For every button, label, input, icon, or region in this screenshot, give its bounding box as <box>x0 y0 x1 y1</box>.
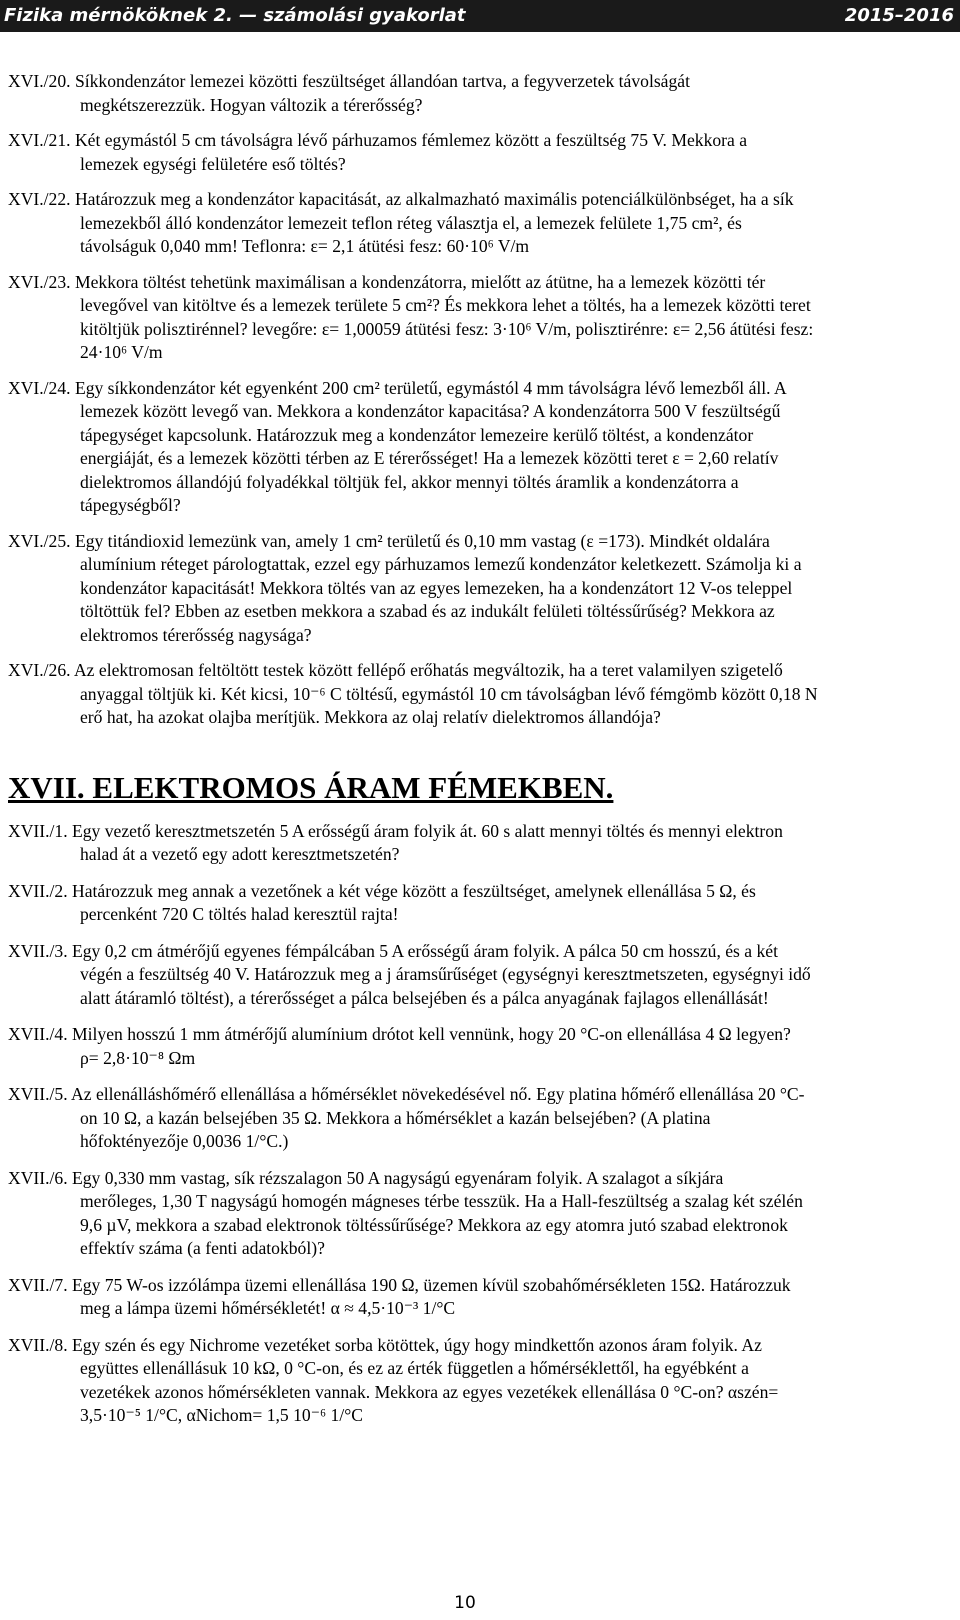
header-year: 2015–2016 <box>844 5 954 26</box>
problem-item <box>8 659 958 730</box>
problem-line: alatt átáramló töltést), a térerősséget a pálca belsejében és a pálca anyagának fajlagos ellenállását! <box>80 987 769 1008</box>
problem-line: halad át a vezető egy adott keresztmetszetén? <box>80 844 400 864</box>
problem-item <box>8 1083 958 1154</box>
problem-line: energiáját, és a lemezek közötti térben az E térerősséget! Ha a lemezek közötti teret ε = 2,60 relatív <box>80 448 779 468</box>
problem-line: anyaggal töltjük ki. Két kicsi, 10⁻⁶ C töltésű, egymástól 10 cm távolságban lévő fémgömb között 0,18 N <box>80 683 818 704</box>
problem-item <box>8 377 958 518</box>
problem-item <box>8 1023 958 1070</box>
problem-line: XVI./26. Az elektromosan feltöltött testek között fellépő erőhatás megváltozik, ha a teret valamilyen szigetelő <box>8 660 783 680</box>
header-title: Fizika mérnököknek 2. — számolási gyakorlat <box>4 5 466 26</box>
problem-line: XVI./21. Két egymástól 5 cm távolságra lévő párhuzamos fémlemez között a feszültség 75 V. Mekkora a <box>8 130 748 150</box>
problem-line: XVII./4. Milyen hosszú 1 mm átmérőjű alumínium drótot kell vennünk, hogy 20 °C-on ellenállása 4 Ω legyen? <box>8 1024 791 1044</box>
problem-item <box>8 70 958 117</box>
problem-line: XVII./8. Egy szén és egy Nichrome vezetéket sorba kötöttek, úgy hogy mindkettőn azonos áram folyik. Az <box>8 1334 762 1355</box>
problem-item <box>8 1274 958 1321</box>
problem-item <box>8 188 958 259</box>
problem-line: effektív száma (a fenti adatokból)? <box>80 1238 325 1258</box>
problem-line: XVII./5. Az ellenálláshőmérő ellenállása a hőmérséklet növekedésével nő. Egy platina hőmérő ellenállása 20 °C- <box>8 1084 805 1104</box>
problem-line: XVI./23. Mekkora töltést tehetünk maximálisan a kondenzátorra, mielőtt az átütne, ha a lemezek közötti tér <box>8 271 766 292</box>
page-number: 10 <box>454 1593 476 1613</box>
problem-item <box>8 129 958 176</box>
section-title: XVII. ELEKTROMOS ÁRAM FÉMEKBEN. <box>8 769 614 805</box>
problem-line: lemezekből álló kondenzátor lemezeit teflon réteg választja el, a lemezek felülete 1,75 cm², és <box>80 212 742 233</box>
problem-item <box>8 530 958 648</box>
problem-line: XVII./7. Egy 75 W-os izzólámpa üzemi ellenállása 190 Ω, üzemen kívül szobahőmérsékleten 15Ω. Határozzuk <box>8 1274 791 1295</box>
problem-list-xvi <box>8 70 958 730</box>
problem-line: kitöltjük polisztirénnel? levegőre: ε= 1,00059 átütési fesz: 3·10⁶ V/m, polisztirénre: ε= 2,56 átütési fesz: <box>80 318 814 339</box>
problem-line: tápegységből? <box>80 495 181 515</box>
problem-item <box>8 880 958 927</box>
problem-line: együttes ellenállásuk 10 kΩ, 0 °C-on, és ez az érték független a hőmérséklettől, ha egyébként a <box>80 1358 749 1378</box>
problem-item <box>8 1167 958 1261</box>
problem-list-xvii <box>8 820 958 1428</box>
problem-line: végén a feszültség 40 V. Határozzuk meg a j áramsűrűséget (egységnyi keresztmetszeten, egységnyi idő <box>80 964 811 984</box>
problem-line: hőfoktényezője 0,0036 1/°C.) <box>80 1131 289 1151</box>
problem-line: 3,5·10⁻⁵ 1/°C, αNichom= 1,5 10⁻⁶ 1/°C <box>80 1405 363 1425</box>
problem-item <box>8 1334 958 1428</box>
problem-line: távolságuk 0,040 mm! Teflonra: ε= 2,1 átütési fesz: 60·10⁶ V/m <box>80 236 530 256</box>
problem-line: 24·10⁶ V/m <box>80 342 163 362</box>
problem-line: XVII./1. Egy vezető keresztmetszetén 5 A erősségű áram folyik át. 60 s alatt mennyi töltés és mennyi elektron <box>8 820 783 841</box>
problem-line: kondenzátor kapacitását! Mekkora töltés van az egyes lemezeken, ha a kondenzátort 12 V-os teleppel <box>80 577 793 598</box>
problem-line: XVI./22. Határozzuk meg a kondenzátor kapacitását, az alkalmazható maximális potenciálkülönbséget, ha a sík <box>8 189 794 209</box>
page-content <box>8 70 958 1428</box>
problem-line: elektromos térerősség nagysága? <box>80 624 312 645</box>
problem-line: vezetékek azonos hőmérsékleten vannak. Mekkora az egyes vezetékek ellenállása 0 °C-on? αszén= <box>80 1381 779 1402</box>
problem-line: on 10 Ω, a kazán belsejében 35 Ω. Mekkora a hőmérséklet a kazán belsejében? (A platina <box>80 1107 711 1128</box>
problem-line: lemezek között levegő van. Mekkora a kondenzátor kapacitása? A kondenzátorra 500 V feszültségű <box>80 401 781 421</box>
problem-item <box>8 940 958 1011</box>
problem-line: XVII./6. Egy 0,330 mm vastag, sík rézszalagon 50 A nagyságú egyenáram folyik. A szalagot a síkjára <box>8 1167 724 1188</box>
problem-line: töltöttük fel? Ebben az esetben mekkora a szabad és az indukált felületi töltéssűrűség? Mekkora az <box>80 601 775 621</box>
problem-line: XVI./25. Egy titándioxid lemezünk van, amely 1 cm² területű és 0,10 mm vastag (ε =173). Mindkét oldalára <box>8 530 770 551</box>
problem-line: XVII./2. Határozzuk meg annak a vezetőnek a két vége között a feszültséget, amelynek ellenállása 5 Ω, és <box>8 880 756 901</box>
problem-line: meg a lámpa üzemi hőmérsékletét! α ≈ 4,5·10⁻³ 1/°C <box>80 1298 456 1318</box>
problem-line: XVII./3. Egy 0,2 cm átmérőjű egyenes fémpálcában 5 A erősségű áram folyik. A pálca 50 cm hosszú, és a két <box>8 940 778 961</box>
problem-line: alumínium réteget párologtattak, ezzel egy párhuzamos lemezű kondenzátor keletkezett. Számolja ki a <box>80 554 802 574</box>
problem-line: levegővel van kitöltve és a lemezek területe 5 cm²? És mekkora lehet a töltés, ha a lemezek közötti teret <box>80 295 811 315</box>
problem-line: merőleges, 1,30 T nagyságú homogén mágneses térbe tesszük. Ha a Hall-feszültség a szalag két szélén <box>80 1191 803 1211</box>
problem-line: ρ= 2,8·10⁻⁸ Ωm <box>80 1047 196 1068</box>
problem-item <box>8 820 958 867</box>
problem-line: dielektromos állandójú folyadékkal töltjük fel, akkor mennyi töltés áramlik a kondenzátorra a <box>80 471 739 492</box>
problem-line: XVI./24. Egy síkkondenzátor két egyenként 200 cm² területű, egymástól 4 mm távolságra lévő lemezből áll. A <box>8 377 787 398</box>
problem-line: percenként 720 C töltés halad keresztül rajta! <box>80 904 399 924</box>
problem-line: megkétszerezzük. Hogyan változik a térerősség? <box>80 94 423 115</box>
problem-line: 9,6 µV, mekkora a szabad elektronok töltéssűrűsége? Mekkora az egy atomra jutó szabad elektronok <box>80 1214 788 1235</box>
page-header <box>0 0 960 32</box>
problem-line: lemezek egységi felületére eső töltés? <box>80 153 346 174</box>
problem-item <box>8 271 958 365</box>
problem-line: tápegységet kapcsolunk. Határozzuk meg a kondenzátor lemezeire kerülő töltést, a kondenzátor <box>80 424 754 445</box>
problem-line: erő hat, ha azokat olajba merítjük. Mekkora az olaj relatív dielektromos állandója? <box>80 707 661 727</box>
problem-line: XVI./20. Síkkondenzátor lemezei közötti feszültséget állandóan tartva, a fegyverzetek távolságát <box>8 71 690 91</box>
